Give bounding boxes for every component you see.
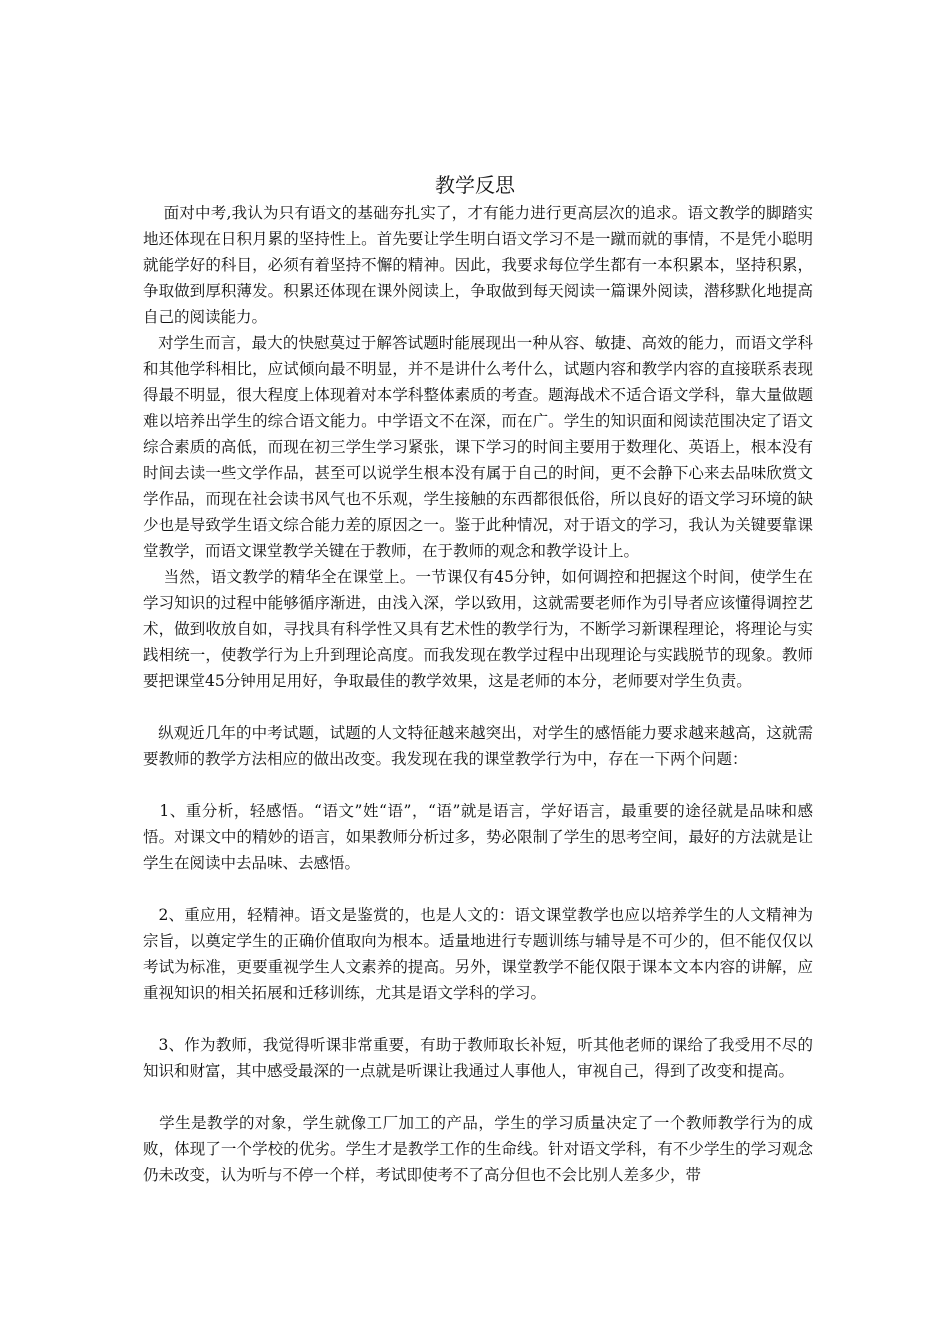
paragraph-spacer bbox=[143, 1006, 813, 1032]
document-body bbox=[143, 200, 813, 1188]
paragraph-spacer bbox=[143, 694, 813, 720]
paragraph-problem-3: 3、作为教师，我觉得听课非常重要，有助于教师取长补短，听其他老师的课给了我受用不尽的知识和财富，其中感受最深的一点就是听课让我通过人事他人，审视自己，得到了改变和提高。 bbox=[143, 1036, 813, 1080]
paragraph-spacer bbox=[143, 772, 813, 798]
paragraph-exam-trends: 纵观近几年的中考试题，试题的人文特征越来越突出，对学生的感悟能力要求越来越高，这就需要教师的教学方法相应的做出改变。我发现在我的课堂教学行为中，存在一下两个问题： bbox=[143, 724, 813, 768]
paragraph-spacer bbox=[143, 876, 813, 902]
paragraph-basics: 面对中考,我认为只有语文的基础夯扎实了，才有能力进行更高层次的追求。语文教学的脚踏实地还体现在日积月累的坚持性上。首先要让学生明白语文学习不是一蹴而就的事情，不是凭小聪明就能学好的科目，必须有着坚持不懈的精神。因此，我要求每位学生都有一本积累本，坚持积累，争取做到厚积薄发。积累还体现在课外阅读上，争取做到每天阅读一篇课外阅读，潜移默化地提高自己的阅读能力。 bbox=[143, 204, 813, 326]
paragraph-classroom: 当然，语文教学的精华全在课堂上。一节课仅有45分钟，如何调控和把握这个时间，使学生在学习知识的过程中能够循序渐进，由浅入深，学以致用，这就需要老师作为引导者应该懂得调控艺术，做到收放自如，寻找具有科学性又具有艺术性的教学行为，不断学习新课程理论，将理论与实践相统一，使教学行为上升到理论高度。而我发现在教学过程中出现理论与实践脱节的现象。教师要把课堂45分钟用足用好，争取最佳的教学效果，这是老师的本分，老师要对学生负责。 bbox=[143, 568, 813, 690]
document-title: 教学反思 bbox=[435, 173, 515, 197]
paragraph-students: 学生是教学的对象，学生就像工厂加工的产品，学生的学习质量决定了一个教师教学行为的成败，体现了一个学校的优劣。学生才是教学工作的生命线。针对语文学科，有不少学生的学习观念仍未改变，认为听与不停一个样，考试即使考不了高分但也不会比别人差多少，带 bbox=[143, 1114, 813, 1184]
paragraph-spacer bbox=[143, 1084, 813, 1110]
paragraph-exam-ability: 对学生而言，最大的快慰莫过于解答试题时能展现出一种从容、敏捷、高效的能力，而语文学科和其他学科相比，应试倾向最不明显，并不是讲什么考什么，试题内容和教学内容的直接联系表现得最不明显，很大程度上体现着对本学科整体素质的考查。题海战术不适合语文学科，靠大量做题难以培养出学生的综合语文能力。中学语文不在深，而在广。学生的知识面和阅读范围决定了语文综合素质的高低，而现在初三学生学习紧张，课下学习的时间主要用于数理化、英语上，根本没有时间去读一些文学作品，甚至可以说学生根本没有属于自己的时间，更不会静下心来去品味欣赏文学作品，而现在社会读书风气也不乐观，学生接触的东西都很低俗，所以良好的语文学习环境的缺少也是导致学生语文综合能力差的原因之一。鉴于此种情况，对于语文的学习，我认为关键要靠课堂教学，而语文课堂教学关键在于教师，在于教师的观念和教学设计上。 bbox=[143, 334, 813, 560]
paragraph-problem-2: 2、重应用，轻精神。语文是鉴赏的，也是人文的：语文课堂教学也应以培养学生的人文精神为宗旨，以奠定学生的正确价值取向为根本。适量地进行专题训练与辅导是不可少的，但不能仅仅以考试为标准，更要重视学生人文素养的提高。另外，课堂教学不能仅限于课本文本内容的讲解，应重视知识的相关拓展和迁移训练，尤其是语文学科的学习。 bbox=[143, 906, 813, 1002]
paragraph-problem-1: 1、重分析，轻感悟。“语文”姓“语”，“语”就是语言，学好语言，最重要的途径就是品味和感悟。对课文中的精妙的语言，如果教师分析过多，势必限制了学生的思考空间，最好的方法就是让学生在阅读中去品味、去感悟。 bbox=[143, 802, 813, 872]
